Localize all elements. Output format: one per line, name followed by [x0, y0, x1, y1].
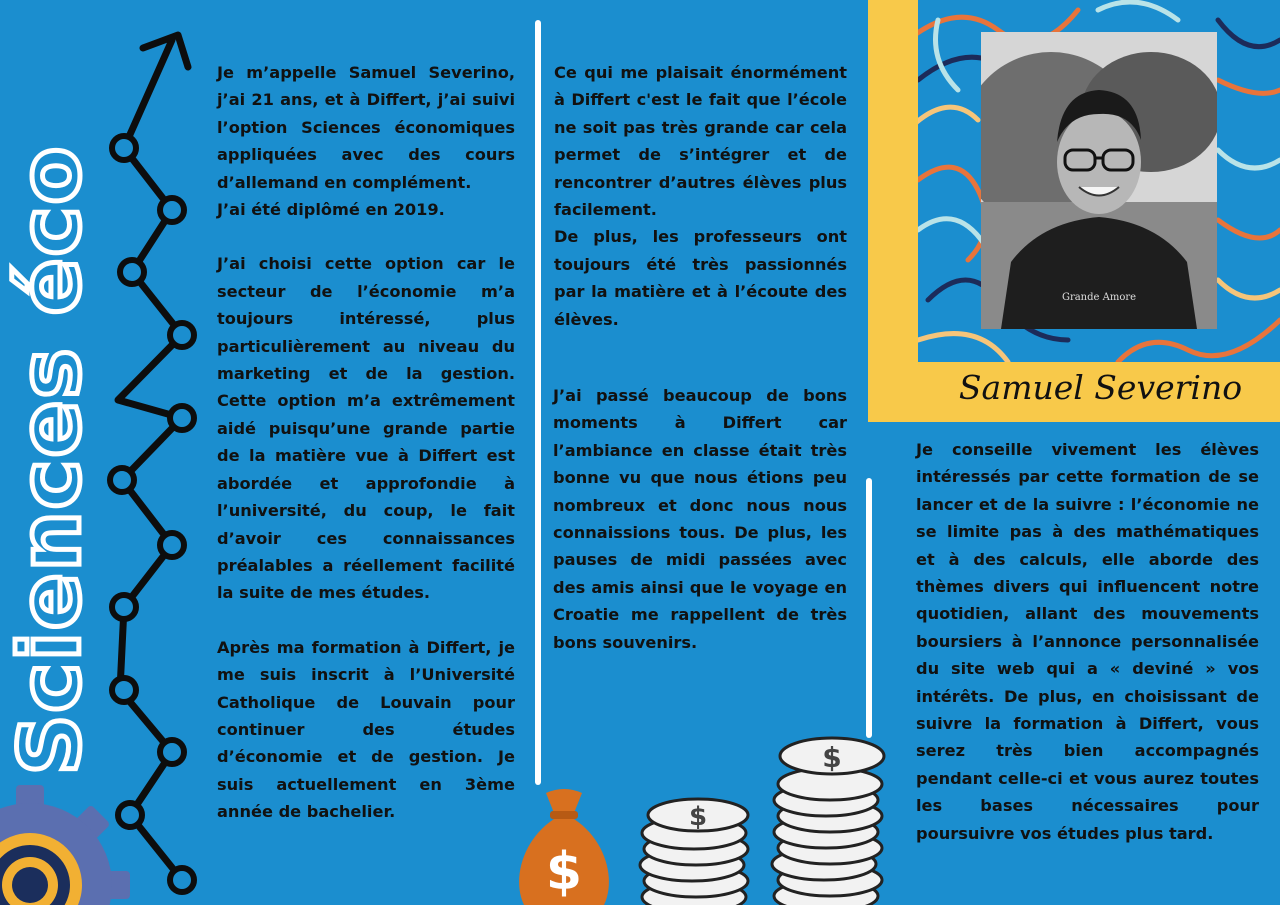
paragraph: Je m’appelle Samuel Severino, j’ai 21 ans, et à Differt, j’ai suivi l’option Sciences économiques appliquées avec des cours d’allemand en complément. [217, 63, 515, 192]
money-bag-icon [512, 785, 616, 905]
gear-icon [0, 785, 140, 905]
text-column-4 [916, 436, 1259, 847]
paragraph: De plus, les professeurs ont toujours été très passionnés par la matière et à l’écoute des élèves. [554, 227, 847, 329]
shirt-text: Grande Amore [1061, 292, 1137, 303]
paragraph: Je conseille vivement les élèves intéressés par cette formation de se lancer et de la suivre : l’économie ne se limite pas à des mathématiques et à des calculs, elle aborde des thèmes divers qui influencent notre quotidien, allant des mouvements boursiers à l’annonce personnalisée du site web qui a « deviné » vos intérêts. De plus, en choisissant de suivre la formation à Differt, vous serez très bien accompagnés pendant celle-ci et vous aurez toutes les bases nécessaires pour poursuivre vos études plus tard. [916, 440, 1259, 843]
text-column-2 [554, 59, 847, 333]
text-column-1 [217, 59, 515, 826]
dollar-sign: $ [688, 802, 708, 832]
page-title: Sciences éco [1, 144, 99, 776]
coin-stack-icon [764, 730, 894, 905]
dollar-sign: $ [545, 842, 583, 902]
text-column-3 [553, 382, 847, 656]
paragraph: Après ma formation à Differt, je me suis inscrit à l’Université Catholique de Louvain pour continuer des études d’économie et de gestion. Je suis actuellement en 3ème année de bachelier. [217, 637, 515, 822]
paragraph: J’ai choisi cette option car le secteur de l’économie m’a toujours intéressé, plus particulièrement au niveau du marketing et de la gestion. Cette option m’a extrêmement aidé puisqu’une grande partie de la matière vue à Differt est abordée et approfondie à l’université, du coup, le fait d’avoir ces connaissances préalables a réellement facilité la suite de mes études. [217, 254, 515, 603]
paragraph: J’ai été diplômé en 2019. [217, 200, 445, 220]
profile-photo [981, 32, 1217, 329]
paragraph: J’ai passé beaucoup de bons moments à Differt car l’ambiance en classe était très bonne vu que nous étions peu nombreux et donc nous nous connaissions tous. De plus, les pauses de midi passées avec des amis ainsi que le voyage en Croatie me rappellent de très bons souvenirs. [553, 386, 847, 652]
paragraph: Ce qui me plaisait énormément à Differt c'est le fait que l’école ne soit pas très grande car cela permet de s’intégrer et de rencontrer d’autres élèves plus facilement. [554, 63, 847, 220]
profile-name: Samuel Severino [958, 368, 1243, 407]
dollar-sign: $ [822, 741, 842, 774]
divider-line [866, 478, 872, 738]
divider-line [535, 20, 541, 785]
coin-stack-icon [636, 795, 756, 905]
